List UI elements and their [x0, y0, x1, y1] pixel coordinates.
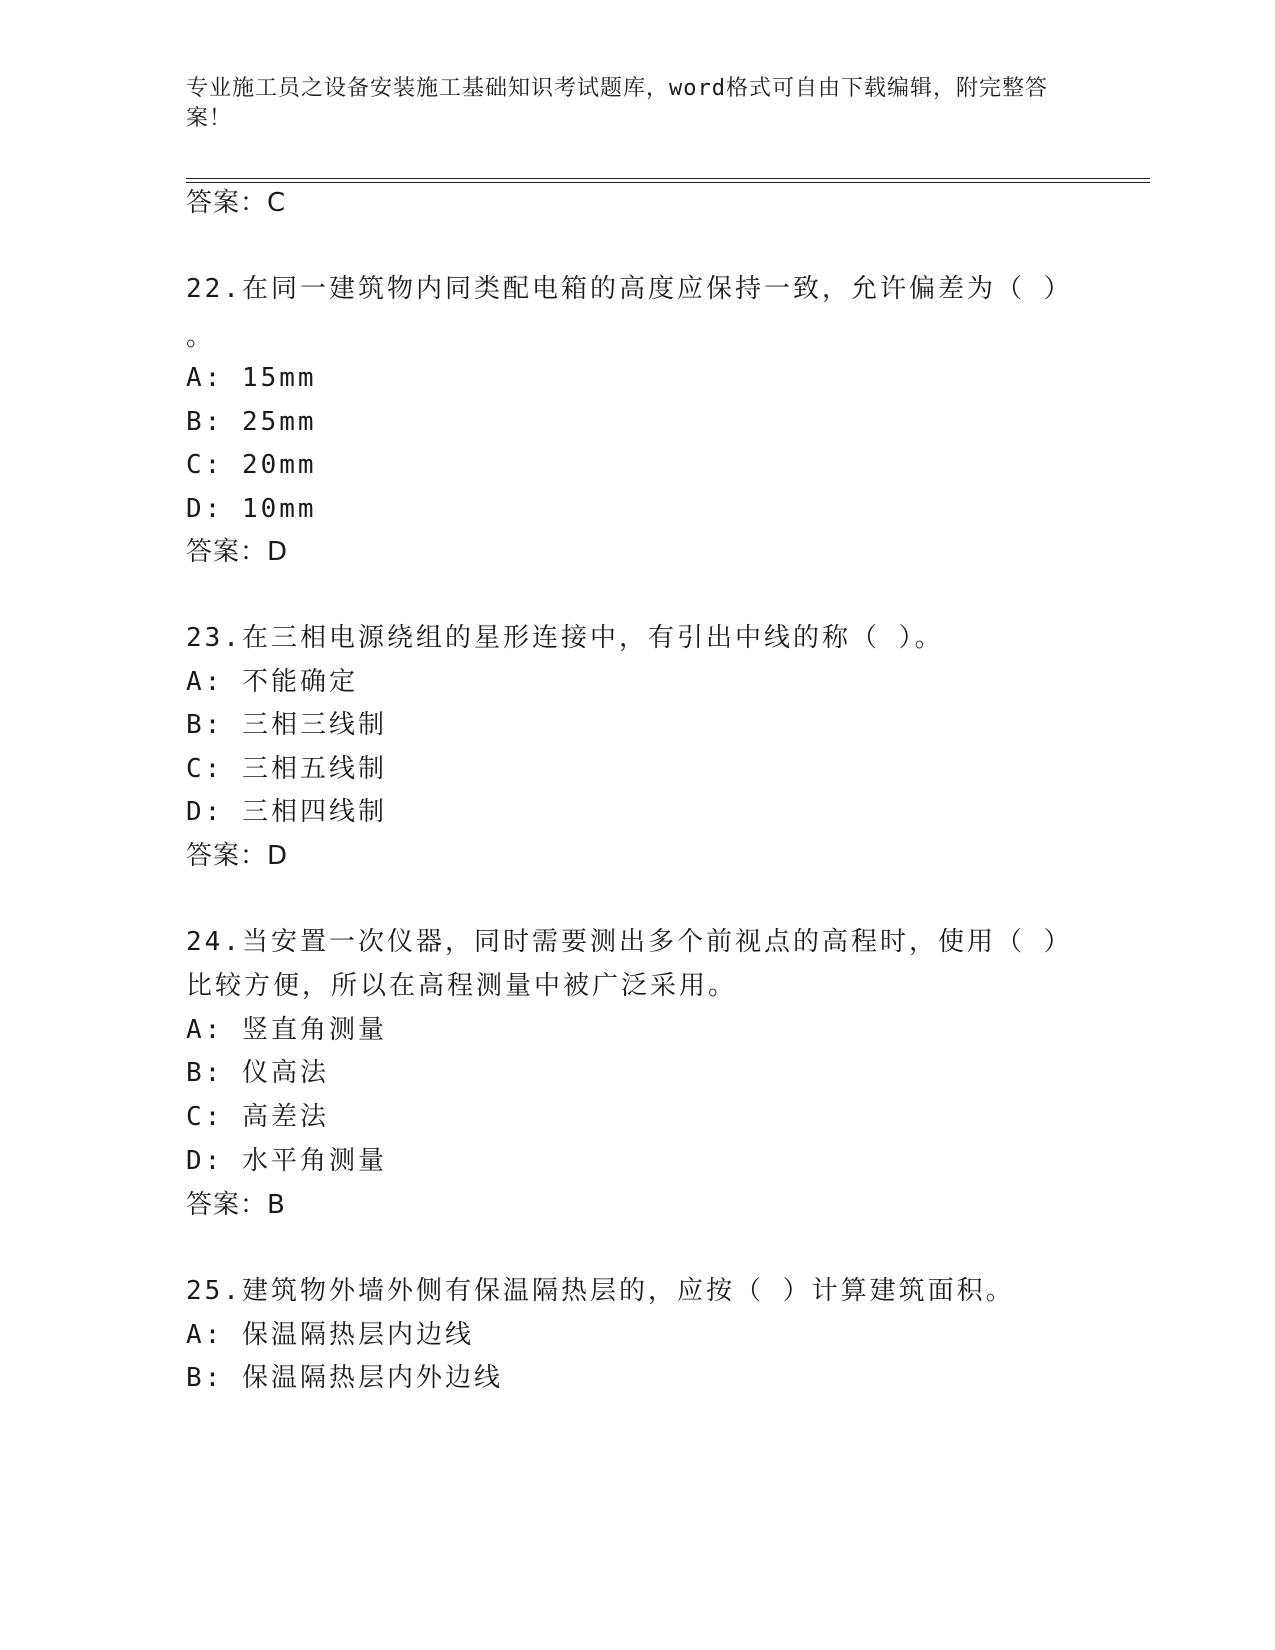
- question-24-option-c: C: 高差法: [186, 1102, 329, 1132]
- question-25-option-a: A: 保温隔热层内边线: [186, 1320, 474, 1350]
- question-24-option-a: A: 竖直角测量: [186, 1015, 387, 1045]
- question-23-option-c: C: 三相五线制: [186, 754, 387, 784]
- question-24-stem-line1: 24.当安置一次仪器，同时需要测出多个前视点的高程时，使用（ ）: [186, 927, 1073, 957]
- document-header: 专业施工员之设备安装施工基础知识考试题库，word格式可自由下载编辑，附完整答案！: [186, 76, 1048, 131]
- question-22-option-c: C: 20mm: [186, 450, 317, 480]
- question-22-option-a: A: 15mm: [186, 363, 317, 393]
- question-23-option-d: D: 三相四线制: [186, 797, 387, 827]
- question-23-stem-line1: 23.在三相电源绕组的星形连接中，有引出中线的称（ ）。: [186, 623, 944, 653]
- question-23-option-a: A: 不能确定: [186, 667, 358, 697]
- question-22-answer: 答案：D: [186, 537, 289, 567]
- question-22-stem-line2: 。: [186, 322, 216, 352]
- header-divider: [186, 178, 1150, 183]
- question-25-option-b: B: 保温隔热层内外边线: [186, 1363, 503, 1393]
- question-25-stem-line1: 25.建筑物外墙外侧有保温隔热层的，应按（ ）计算建筑面积。: [186, 1276, 1015, 1306]
- question-22-option-d: D: 10mm: [186, 494, 317, 524]
- previous-answer: 答案：C: [186, 188, 287, 218]
- question-23-option-b: B: 三相三线制: [186, 710, 387, 740]
- question-24-option-d: D: 水平角测量: [186, 1146, 387, 1176]
- question-24-stem-line2: 比较方便，所以在高程测量中被广泛采用。: [186, 971, 738, 1001]
- question-23-answer: 答案：D: [186, 841, 289, 871]
- question-22-option-b: B: 25mm: [186, 407, 317, 437]
- question-24-option-b: B: 仪高法: [186, 1058, 329, 1088]
- question-24-answer: 答案：B: [186, 1190, 286, 1220]
- question-22-stem-line1: 22.在同一建筑物内同类配电箱的高度应保持一致，允许偏差为（ ）: [186, 274, 1073, 304]
